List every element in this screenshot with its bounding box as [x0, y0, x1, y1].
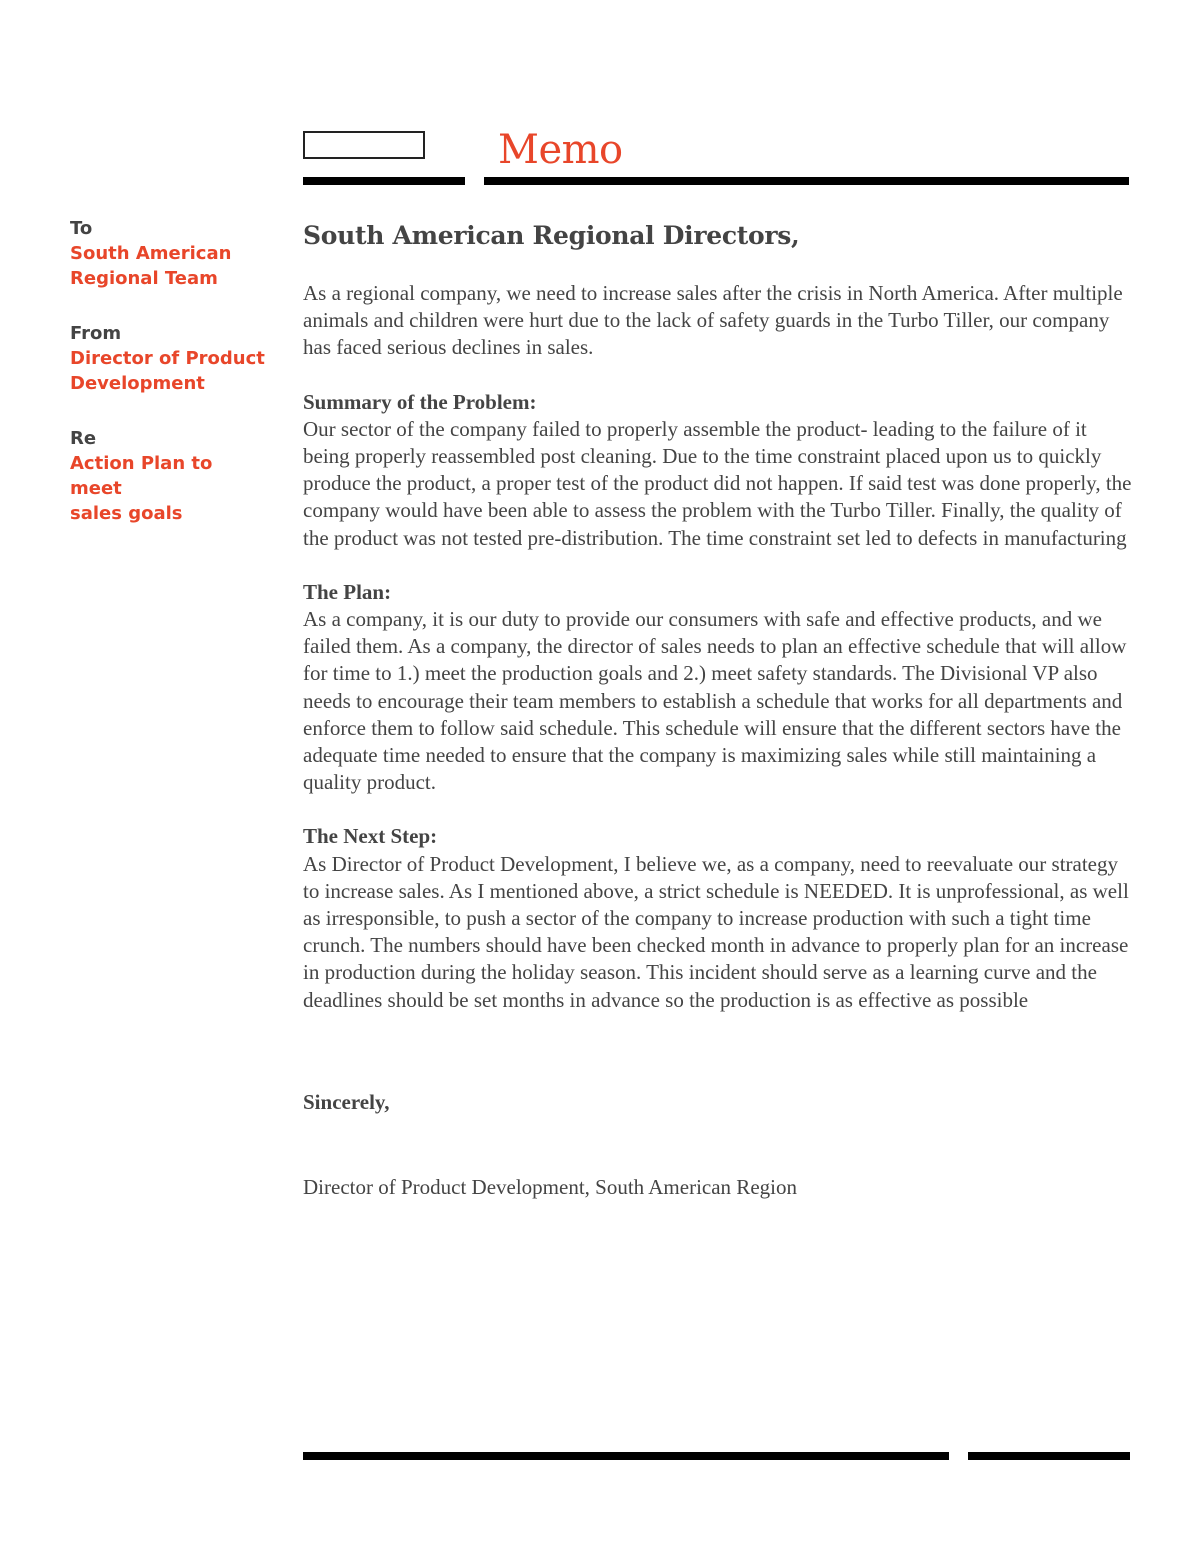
footer-rule-left: [303, 1452, 949, 1460]
to-block: [70, 216, 270, 291]
re-value-line2: sales goals: [70, 503, 183, 524]
salutation: South American Regional Directors,: [303, 221, 800, 250]
section-heading: Summary of the Problem:: [303, 389, 537, 414]
footer-rule-right: [968, 1452, 1130, 1460]
closing: Sincerely,: [303, 1089, 390, 1114]
memo-sidebar: [70, 216, 270, 556]
memo-body: [303, 218, 1135, 1201]
from-block: [70, 321, 270, 396]
section-heading: The Plan:: [303, 579, 392, 604]
section-text: As a company, it is our duty to provide our consumers with safe and effective products, and we failed them. As a company, the director of sales needs to plan an effective schedule that will allow for time to 1.) meet the production goals and 2.) meet safety standards. The Divisional VP also needs to encourage their team members to establish a schedule that works for all departments and enforce them to follow said schedule. This schedule will ensure that the different sectors have the adequate time needed to ensure that the company is maximizing sales while still maintaining a quality product.: [303, 607, 1127, 795]
section-summary: [303, 389, 1135, 552]
from-label: From: [70, 323, 122, 344]
header-rule-right: [484, 177, 1129, 185]
memo-title: Memo: [498, 127, 623, 173]
to-value-line2: Regional Team: [70, 268, 218, 289]
header-rule-left: [303, 177, 465, 185]
from-value-line1: Director of Product: [70, 348, 265, 369]
section-text: Our sector of the company failed to properly assemble the product- leading to the failure of it being properly reassembled post cleaning. Due to the time constraint placed upon us to quickly produce the product, a proper test of the product did not happen. If said test was done properly, the company would have been able to assess the problem with the Turbo Tiller. Finally, the quality of the product was not tested pre-distribution. The time constraint set led to defects in manufacturing: [303, 416, 1132, 550]
re-label: Re: [70, 428, 97, 449]
re-value-line1: Action Plan to meet: [70, 453, 213, 499]
section-next-step: [303, 823, 1135, 1013]
from-value-line2: Development: [70, 373, 205, 394]
intro-paragraph: As a regional company, we need to increase sales after the crisis in North America. After multiple animals and children were hurt due to the lack of safety guards in the Turbo Tiller, our company has faced serious declines in sales.: [303, 281, 1123, 360]
to-label: To: [70, 218, 93, 239]
logo-placeholder-box: [303, 131, 425, 159]
to-value-line1: South American: [70, 243, 232, 264]
signature: Director of Product Development, South American Region: [303, 1175, 797, 1200]
section-plan: [303, 579, 1135, 797]
re-block: [70, 426, 270, 526]
section-text: As Director of Product Development, I believe we, as a company, need to reevaluate our strategy to increase sales. As I mentioned above, a strict schedule is NEEDED. It is unprofessional, as well as irresponsible, to push a sector of the company to increase production with such a tight time crunch. The numbers should have been checked month in advance to properly plan for an increase in production during the holiday season. This incident should serve as a learning curve and the deadlines should be set months in advance so the production is as effective as possible: [303, 851, 1129, 1012]
section-heading: The Next Step:: [303, 824, 438, 849]
